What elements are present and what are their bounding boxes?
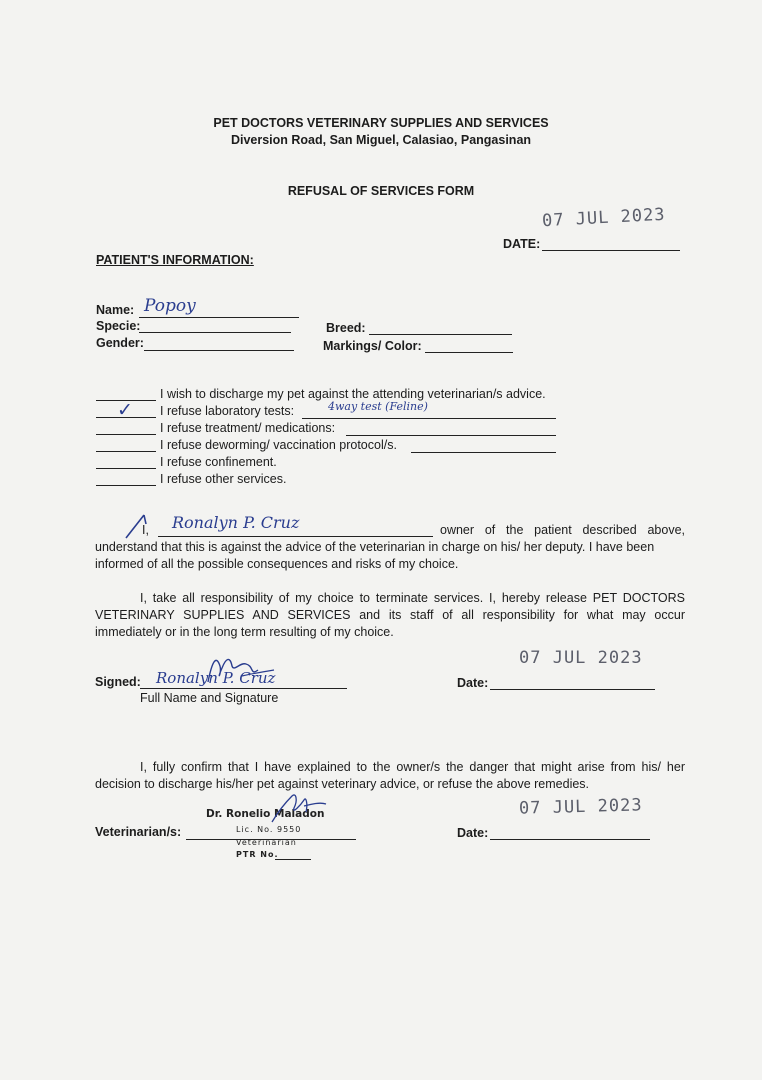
date-line-top[interactable] bbox=[542, 250, 680, 251]
signature-sublabel: Full Name and Signature bbox=[140, 691, 279, 705]
option-check-line[interactable] bbox=[96, 434, 156, 435]
owner-suffix: owner of the patient described above, bbox=[440, 523, 685, 537]
name-handwritten: Popoy bbox=[144, 296, 196, 316]
vet-stamp-license: Lic. No. 9550 bbox=[236, 825, 302, 834]
lab-tests-field[interactable] bbox=[302, 418, 556, 419]
deworming-field[interactable] bbox=[411, 452, 556, 453]
owner-date-field[interactable] bbox=[490, 689, 655, 690]
option-check-line[interactable] bbox=[96, 451, 156, 452]
lab-tests-handwritten: 4way test (Feline) bbox=[328, 400, 428, 413]
vet-stamp-title: Veterinarian bbox=[236, 838, 297, 847]
date-label-top: DATE: bbox=[503, 237, 541, 251]
breed-label: Breed: bbox=[326, 321, 366, 335]
vet-stamp-ptr: PTR No. bbox=[236, 850, 279, 859]
option-text: I wish to discharge my pet against the attending veterinarian/s advice. bbox=[160, 387, 546, 401]
name-field[interactable] bbox=[139, 317, 299, 318]
option-text: I refuse laboratory tests: bbox=[160, 404, 295, 418]
treatment-field[interactable] bbox=[346, 435, 556, 436]
vet-signature-icon bbox=[264, 786, 354, 830]
veterinarian-label: Veterinarian/s: bbox=[95, 825, 182, 839]
gender-field[interactable] bbox=[144, 350, 294, 351]
owner-name-field[interactable] bbox=[158, 536, 433, 537]
company-name: PET DOCTORS VETERINARY SUPPLIES AND SERVICES bbox=[213, 116, 549, 130]
vet-date-stamp: 07 JUL 2023 bbox=[518, 795, 643, 819]
form-title: REFUSAL OF SERVICES FORM bbox=[287, 184, 475, 198]
owner-name-handwritten: Ronalyn P. Cruz bbox=[172, 513, 300, 532]
specie-label: Specie: bbox=[96, 319, 141, 333]
owner-signed-name: Ronalyn P. Cruz bbox=[156, 669, 276, 687]
option-check-line[interactable] bbox=[96, 485, 156, 486]
date-stamp-top: 07 JUL 2023 bbox=[541, 204, 667, 232]
option-text: I refuse confinement. bbox=[160, 455, 277, 469]
owner-date-stamp: 07 JUL 2023 bbox=[519, 648, 643, 668]
declaration-line-2: understand that this is against the advice of the veterinarian in charge on his/ her deputy. I have been bbox=[95, 540, 655, 554]
specie-field[interactable] bbox=[139, 332, 291, 333]
release-paragraph: I, take all responsibility of my choice to terminate services. I, hereby release PET DOCTORS VETERINARY SUPPLIES AND SERVICES and its staff of all responsibility for what may occur immediately or in the long term resulting of my choice. bbox=[95, 591, 685, 639]
option-text: I refuse other services. bbox=[160, 472, 287, 486]
option-text: I refuse treatment/ medications: bbox=[160, 421, 336, 435]
markings-label: Markings/ Color: bbox=[323, 339, 422, 353]
signed-label: Signed: bbox=[95, 675, 141, 689]
vet-stamp-name: Dr. Ronelio Maladon bbox=[206, 808, 325, 820]
company-address: Diversion Road, San Miguel, Calasiao, Pangasinan bbox=[230, 133, 532, 147]
confirmation-paragraph: I, fully confirm that I have explained to the owner/s the danger that might arise from his/ her decision to discharge his/her pet against veterinary advice, or refuse the above remedies. bbox=[95, 760, 685, 791]
name-label: Name: bbox=[96, 303, 135, 317]
declaration-line-3: informed of all the possible consequences and risks of my choice. bbox=[95, 557, 459, 571]
markings-field[interactable] bbox=[425, 352, 513, 353]
option-text: I refuse deworming/ vaccination protocol/s. bbox=[160, 438, 397, 452]
owner-date-label: Date: bbox=[457, 676, 489, 690]
gender-label: Gender: bbox=[96, 336, 144, 350]
vet-date-field[interactable] bbox=[490, 839, 650, 840]
owner-prefix: I, bbox=[142, 523, 149, 537]
vet-date-label: Date: bbox=[457, 826, 489, 840]
option-check-line[interactable] bbox=[96, 468, 156, 469]
vet-ptr-line[interactable] bbox=[275, 859, 311, 860]
checkmark-icon: ✓ bbox=[117, 399, 133, 421]
patient-info-heading: PATIENT'S INFORMATION: bbox=[96, 253, 254, 267]
breed-field[interactable] bbox=[369, 334, 512, 335]
